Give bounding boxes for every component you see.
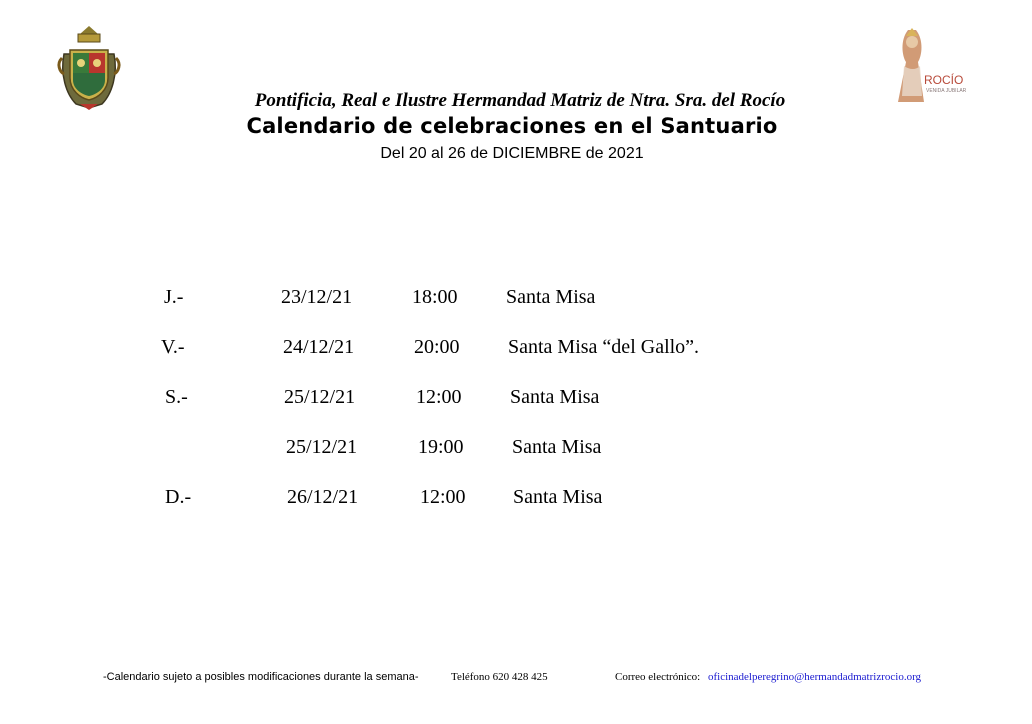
footer-email-label: Correo electrónico: [615, 671, 701, 683]
schedule-time: 18:00 [412, 286, 458, 308]
footer-email-link[interactable]: oficinadelperegrino@hermandadmatrizrocio.org [708, 671, 922, 683]
schedule-event: Santa Misa [506, 286, 596, 308]
schedule-time: 20:00 [414, 336, 460, 358]
date-range: Del 20 al 26 de DICIEMBRE de 2021 [380, 145, 644, 162]
schedule-row [0, 486, 1024, 516]
schedule-row [0, 286, 1024, 316]
footer-phone: Teléfono 620 428 425 [451, 671, 548, 683]
schedule-date: 26/12/21 [287, 486, 359, 508]
schedule-day: S.- [165, 386, 188, 408]
rocio-logo-text: ROCÍO [924, 73, 964, 87]
page-title: Calendario de celebraciones en el Santuario [246, 114, 778, 138]
rocio-logo-subtext: VENIDA JUBILAR [926, 88, 967, 94]
schedule-time: 12:00 [420, 486, 466, 508]
schedule-day: J.- [164, 286, 184, 308]
schedule-date: 23/12/21 [281, 286, 353, 308]
schedule-time: 19:00 [418, 436, 464, 458]
schedule-row [0, 336, 1024, 366]
schedule-event: Santa Misa [513, 486, 603, 508]
schedule-day: D.- [165, 486, 192, 508]
schedule-time: 12:00 [416, 386, 462, 408]
schedule-date: 25/12/21 [286, 436, 358, 458]
schedule-event: Santa Misa “del Gallo”. [508, 336, 700, 358]
schedule-event: Santa Misa [512, 436, 602, 458]
schedule-event: Santa Misa [510, 386, 600, 408]
schedule-row [0, 436, 1024, 466]
schedule-date: 25/12/21 [284, 386, 356, 408]
schedule-date: 24/12/21 [283, 336, 355, 358]
hermandad-name: Pontificia, Real e Ilustre Hermandad Matriz de Ntra. Sra. del Rocío [254, 90, 786, 111]
schedule-row [0, 386, 1024, 416]
footer-disclaimer: -Calendario sujeto a posibles modificaciones durante la semana- [103, 671, 419, 683]
schedule-day: V.- [161, 336, 185, 358]
